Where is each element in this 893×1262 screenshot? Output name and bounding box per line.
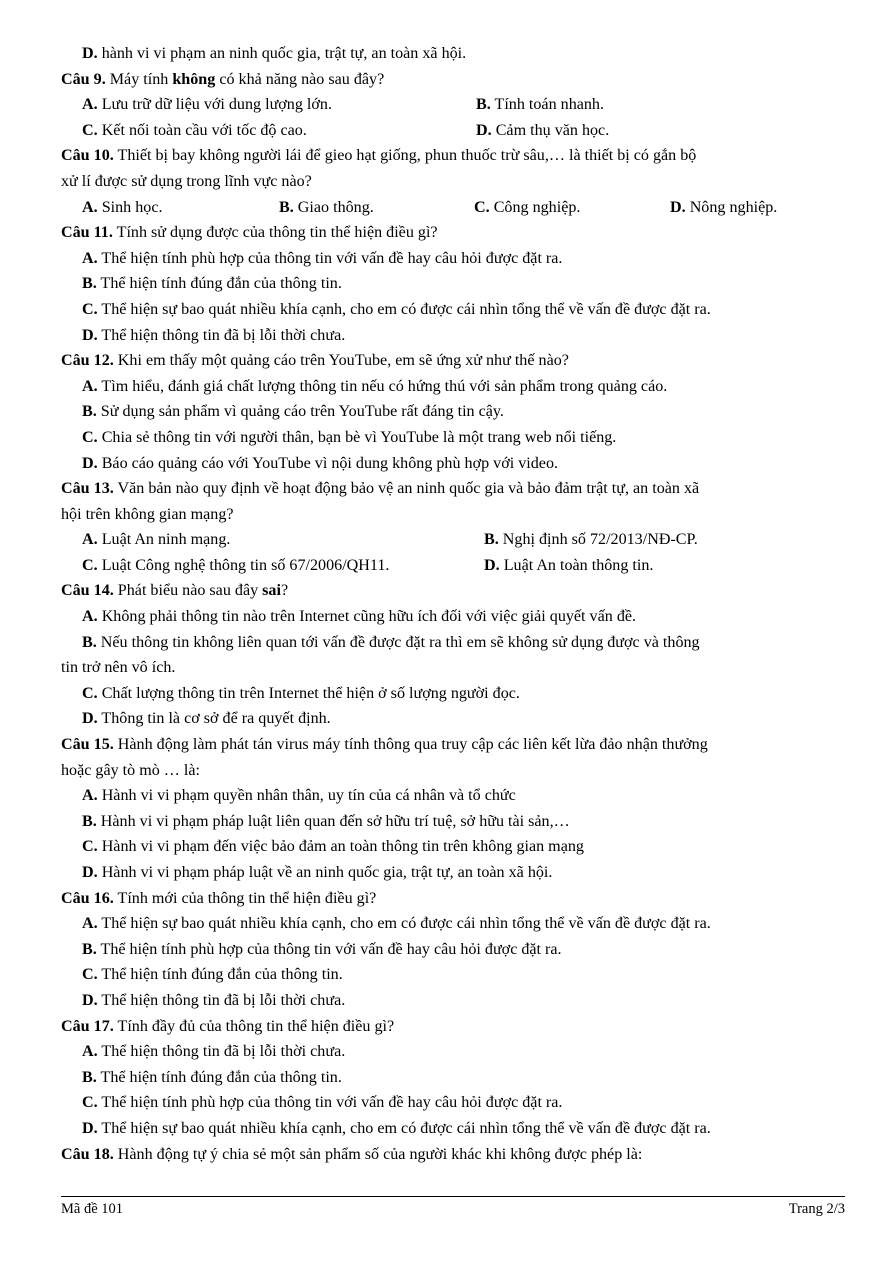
question-14-stem — [61, 578, 845, 604]
option-d: D. Nông nghiệp. — [670, 198, 778, 216]
option-a: A. Lưu trữ dữ liệu với dung lượng lớn. — [82, 96, 332, 114]
option-d: D. Thể hiện sự bao quát nhiều khía cạnh, cho em có được cái nhìn tổng thể về vấn đề được đặt ra. — [82, 1119, 711, 1137]
question-10-options-row — [61, 195, 845, 221]
question-9-stem — [61, 67, 845, 93]
option-text: hành vi vi phạm an ninh quốc gia, trật tự, an toàn xã hội. — [101, 45, 467, 62]
question-13-stem-cont — [61, 502, 845, 528]
question-15-stem-cont — [61, 758, 845, 784]
question-10-stem-cont — [61, 169, 845, 195]
option-d: D. Thể hiện thông tin đã bị lỗi thời chưa. — [82, 326, 346, 344]
option-d: D. Thể hiện thông tin đã bị lỗi thời chưa. — [82, 991, 346, 1009]
question-text: Thiết bị bay không người lái để gieo hạt giống, phun thuốc trừ sâu,… là thiết bị có gắn bộ — [117, 147, 697, 165]
question-label: Câu 15. — [61, 736, 114, 754]
question-text: Hành động làm phát tán virus máy tính thông qua truy cập các liên kết lừa đảo nhận thưởng — [117, 736, 708, 754]
question-label: Câu 18. — [61, 1145, 114, 1163]
option-a: A. Luật An ninh mạng. — [82, 531, 231, 549]
question-text: Tính đầy đủ của thông tin thể hiện điều gì? — [117, 1017, 395, 1035]
option-b: B. Hành vi vi phạm pháp luật liên quan đến sở hữu trí tuệ, sở hữu tài sản,… — [82, 812, 570, 830]
question-label: Câu 17. — [61, 1017, 114, 1035]
question-18-stem — [61, 1142, 845, 1168]
question-text: có khả năng nào sau đây? — [219, 70, 385, 88]
question-text: Văn bản nào quy định về hoạt động bảo vệ an ninh quốc gia và bảo đảm trật tự, an toàn xã — [117, 480, 700, 498]
option-b: B. Giao thông. — [279, 198, 374, 216]
option-d: D. Cảm thụ văn học. — [476, 121, 610, 139]
question-label: Câu 13. — [61, 480, 114, 498]
option-c: C. Thể hiện tính đúng đắn của thông tin. — [82, 966, 343, 984]
option-a: A. Sinh học. — [82, 198, 163, 216]
option-c: C. Thể hiện sự bao quát nhiều khía cạnh, cho em có được cái nhìn tổng thể về vấn đề được đặt ra. — [82, 300, 711, 318]
question-emphasis: sai — [262, 582, 281, 600]
option-b: B. Nghị định số 72/2013/NĐ-CP. — [484, 531, 698, 549]
option-b: B. Sử dụng sản phẩm vì quảng cáo trên YouTube rất đáng tin cậy. — [82, 403, 504, 421]
exam-page — [61, 41, 845, 1167]
option-letter: D. — [82, 45, 98, 62]
option-c: C. Công nghiệp. — [474, 198, 581, 216]
option-d: D. Báo cáo quảng cáo với YouTube vì nội dung không phù hợp với video. — [82, 454, 559, 472]
question-10-stem — [61, 143, 845, 169]
question-11-stem — [61, 220, 845, 246]
option-a: A. Thể hiện tính phù hợp của thông tin với vấn đề hay câu hỏi được đặt ra. — [82, 249, 563, 267]
option-b-cont: tin trở nên vô ích. — [61, 659, 176, 677]
option-b: B. Thể hiện tính đúng đắn của thông tin. — [82, 275, 342, 293]
option-d: D. Luật An toàn thông tin. — [484, 556, 654, 574]
option-c: C. Luật Công nghệ thông tin số 67/2006/QH11. — [82, 556, 390, 574]
option-a: A. Thể hiện sự bao quát nhiều khía cạnh, cho em có được cái nhìn tổng thể về vấn đề được đặt ra. — [82, 915, 711, 933]
option-b: B. Tính toán nhanh. — [476, 96, 605, 114]
question-text: hội trên không gian mạng? — [61, 505, 234, 523]
question-label: Câu 12. — [61, 352, 114, 370]
option-d: D. Hành vi vi phạm pháp luật về an ninh quốc gia, trật tự, an toàn xã hội. — [82, 864, 553, 881]
option-d: D. Thông tin là cơ sở để ra quyết định. — [82, 710, 331, 728]
exam-code: Mã đề 101 — [61, 1201, 124, 1217]
question-label: Câu 16. — [61, 889, 114, 907]
option-c: C. Chất lượng thông tin trên Internet thể hiện ở số lượng người đọc. — [82, 684, 520, 702]
question-17-stem — [61, 1014, 845, 1040]
question-9-options-row-2 — [61, 118, 845, 144]
question-13-stem — [61, 476, 845, 502]
page-number: Trang 2/3 — [788, 1201, 845, 1217]
question-text: xử lí được sử dụng trong lĩnh vực nào? — [61, 172, 312, 190]
question-label: Câu 10. — [61, 147, 114, 165]
question-13-options-row-2 — [61, 553, 845, 579]
option-c: C. Chia sẻ thông tin với người thân, bạn bè vì YouTube là một trang web nổi tiếng. — [82, 428, 617, 446]
question-text: Máy tính — [109, 70, 169, 88]
question-emphasis: không — [172, 70, 216, 88]
question-text: Tính mới của thông tin thể hiện điều gì? — [117, 889, 377, 907]
option-a: A. Tìm hiểu, đánh giá chất lượng thông tin nếu có hứng thú với sản phẩm trong quảng cáo. — [82, 377, 668, 395]
question-text: Khi em thấy một quảng cáo trên YouTube, em sẽ ứng xử như thế nào? — [117, 352, 569, 370]
question-label: Câu 11. — [61, 224, 113, 242]
option-a: A. Không phải thông tin nào trên Internet cũng hữu ích đối với việc giải quyết vấn đề. — [82, 608, 637, 626]
question-text: ? — [280, 582, 289, 600]
option-c: C. Kết nối toàn cầu với tốc độ cao. — [82, 121, 307, 139]
question-text: Tính sử dụng được của thông tin thể hiện điều gì? — [116, 224, 438, 242]
option-b: B. Nếu thông tin không liên quan tới vấn đề được đặt ra thì em sẽ không sử dụng được và thông — [82, 633, 700, 651]
option-a: A. Thể hiện thông tin đã bị lỗi thời chưa. — [82, 1043, 346, 1061]
question-8-option-d — [61, 41, 845, 67]
option-c: C. Hành vi vi phạm đến việc bảo đảm an toàn thông tin trên không gian mạng — [82, 838, 584, 856]
option-b: B. Thể hiện tính phù hợp của thông tin với vấn đề hay câu hỏi được đặt ra. — [82, 940, 562, 958]
question-16-stem — [61, 886, 845, 912]
question-label: Câu 9. — [61, 70, 106, 88]
footer-divider — [61, 1196, 845, 1197]
question-text: Hành động tự ý chia sẻ một sản phẩm số của người khác khi không được phép là: — [117, 1145, 643, 1163]
option-b: B. Thể hiện tính đúng đắn của thông tin. — [82, 1068, 342, 1086]
question-text: Phát biểu nào sau đây — [117, 582, 259, 600]
option-a: A. Hành vi vi phạm quyền nhân thân, uy tín của cá nhân và tổ chức — [82, 787, 516, 805]
question-9-options-row-1 — [61, 92, 845, 118]
question-13-options-row-1 — [61, 527, 845, 553]
question-text: hoặc gây tò mò … là: — [61, 761, 200, 779]
question-label: Câu 14. — [61, 582, 114, 600]
question-15-stem — [61, 732, 845, 758]
option-c: C. Thể hiện tính phù hợp của thông tin với vấn đề hay câu hỏi được đặt ra. — [82, 1094, 563, 1112]
question-12-stem — [61, 348, 845, 374]
